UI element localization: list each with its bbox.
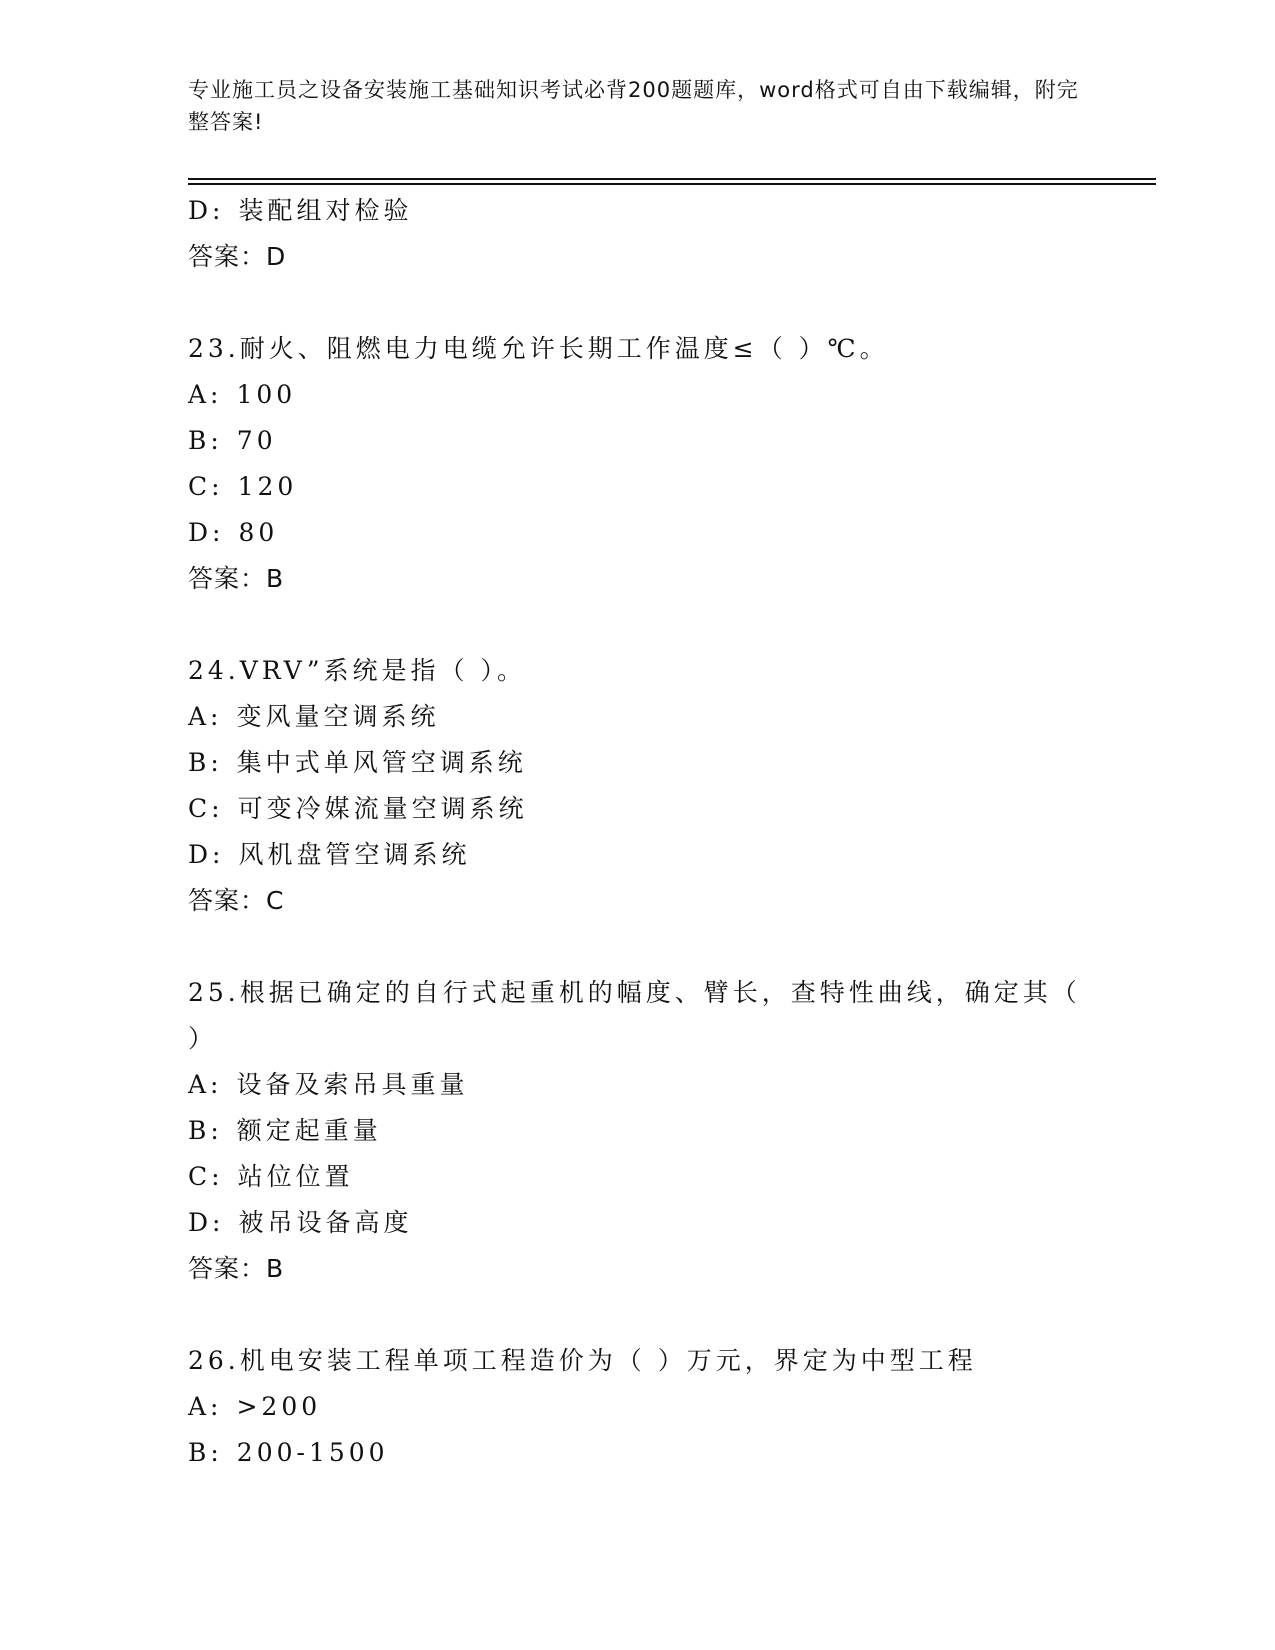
option-label: D: bbox=[188, 1208, 225, 1237]
option-text: 风机盘管空调系统 bbox=[238, 840, 471, 869]
option-text: 被吊设备高度 bbox=[238, 1208, 413, 1237]
option-label: A: bbox=[188, 380, 223, 409]
option-text: 集中式单风管空调系统 bbox=[236, 748, 527, 777]
option-text: >200 bbox=[236, 1392, 322, 1421]
option-label: C: bbox=[188, 472, 224, 501]
document-body bbox=[188, 188, 1156, 1476]
option-line bbox=[188, 1154, 1156, 1200]
option-line bbox=[188, 372, 1156, 418]
question-text: 23.耐火、阻燃电力电缆允许长期工作温度≤（ ）℃。 bbox=[188, 334, 889, 363]
answer-line: 答案：B bbox=[188, 1254, 285, 1283]
answer-line: 答案：C bbox=[188, 886, 285, 915]
option-line bbox=[188, 1062, 1156, 1108]
question-text: 26.机电安装工程单项工程造价为（ ）万元，界定为中型工程 bbox=[188, 1346, 977, 1375]
option-label: A: bbox=[188, 1392, 223, 1421]
option-text: 额定起重量 bbox=[236, 1116, 382, 1145]
option-label: C: bbox=[188, 1162, 224, 1191]
answer-line: 答案：B bbox=[188, 564, 285, 593]
document-header: 专业施工员之设备安装施工基础知识考试必背200题题库，word格式可自由下载编辑，附完整答案! bbox=[188, 78, 1079, 134]
option-text: 120 bbox=[237, 472, 298, 501]
option-line bbox=[188, 740, 1156, 786]
option-label: B: bbox=[188, 1116, 223, 1145]
option-line bbox=[188, 694, 1156, 740]
option-text: 设备及索吊具重量 bbox=[236, 1070, 469, 1099]
option-line bbox=[188, 464, 1156, 510]
option-label: B: bbox=[188, 426, 223, 455]
option-text: 100 bbox=[236, 380, 297, 409]
header-divider-top bbox=[188, 178, 1156, 180]
option-text: 可变冷媒流量空调系统 bbox=[237, 794, 528, 823]
option-label: D: bbox=[188, 196, 225, 225]
option-line bbox=[188, 510, 1156, 556]
option-line bbox=[188, 1108, 1156, 1154]
option-label: D: bbox=[188, 518, 225, 547]
option-line bbox=[188, 188, 1156, 234]
option-text: 200-1500 bbox=[236, 1438, 389, 1467]
option-label: D: bbox=[188, 840, 225, 869]
option-label: A: bbox=[188, 702, 223, 731]
option-line bbox=[188, 786, 1156, 832]
option-text: 装配组对检验 bbox=[238, 196, 413, 225]
option-text: 站位位置 bbox=[237, 1162, 354, 1191]
answer-line: 答案：D bbox=[188, 242, 287, 271]
option-text: 变风量空调系统 bbox=[236, 702, 440, 731]
option-label: B: bbox=[188, 748, 223, 777]
option-label: C: bbox=[188, 794, 224, 823]
spacer bbox=[188, 924, 1156, 970]
option-line bbox=[188, 418, 1156, 464]
option-text: 70 bbox=[236, 426, 277, 455]
spacer bbox=[188, 602, 1156, 648]
spacer bbox=[188, 1292, 1156, 1338]
option-text: 80 bbox=[238, 518, 279, 547]
header-divider-bottom bbox=[188, 183, 1156, 185]
option-line bbox=[188, 1384, 1156, 1430]
spacer bbox=[188, 280, 1156, 326]
option-line bbox=[188, 1200, 1156, 1246]
option-line bbox=[188, 1430, 1156, 1476]
question-text: 24.VRV”系统是指（ ）。 bbox=[188, 656, 526, 685]
option-label: B: bbox=[188, 1438, 223, 1467]
option-label: A: bbox=[188, 1070, 223, 1099]
option-line bbox=[188, 832, 1156, 878]
question-text: 25.根据已确定的自行式起重机的幅度、臂长，查特性曲线，确定其（ ） bbox=[188, 978, 1081, 1053]
